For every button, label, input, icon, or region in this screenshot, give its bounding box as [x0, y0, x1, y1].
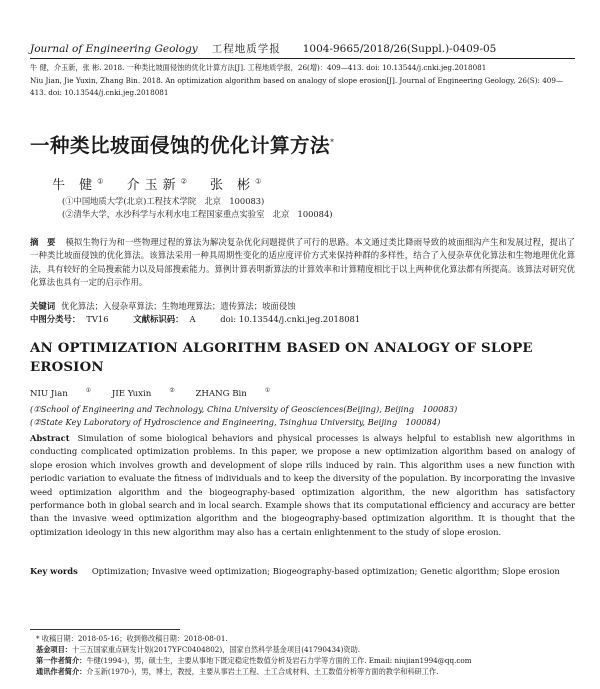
author-cn: 介玉新② [126, 177, 187, 193]
doi: doi: 10.13544/j.cnki.jeg.2018081 [220, 314, 361, 324]
affiliation-en: (②State Key Laboratory of Hydroscience and Engineering, Tsinghua University, Beijing 100084) [30, 417, 441, 427]
doc-code: A [189, 314, 196, 324]
footnote: 通讯作者简介：介玉新(1970-)，男，博士，教授，主要从事岩土工程、土工合成材料、土工数值分析等方面的教学和科研工作. [36, 667, 439, 676]
keywords-cn [30, 300, 575, 312]
keywords-en-text: Optimization; Invasive weed optimization; Biogeography-based optimization; Genetic algorithm; Slope erosion [91, 566, 560, 576]
abstract-en-text: Simulation of some biological behaviors and physical processes is always helpful to establish new algorithms in conducting complicated optimization problems. In this paper, we propose a new optimization algorithm based on analogy of slope erosion which involves growth and development of slope rills induced by rain. This algorithm uses a new function with periodic variation to evaluate the fitness of individuals and to keep the diversity of the population. By incorporating the invasive weed optimization algorithm and the biogeography-based optimization algorithm, the new algorithm has satisfactory performance both in global search and in local search. Example shows that its computational efficiency and accuracy are better than the invasive weed optimization algorithm and the biogeography-based optimization algorithm. It is thought that the optimization ideology in this new algorithm may also has a certain enlightenment to the study of slope erosion. [30, 433, 575, 537]
abstract-cn-text: 模拟生物行为和一些物理过程的算法为解决复杂优化问题提供了可行的思路。本文通过类比降雨导致的坡面细沟产生和发展过程，提出了一种类比坡面侵蚀的优化算法。该算法采用一种具周期性变化的适应度评价方式来保持种群的多样性，结合了入侵杂草优化算法和生物地理优化算法，具有较好的全局搜索能力以及局部搜索能力。算例计算表明新算法的计算效率和计算精度相比于以上两种优化算法都有所提高。该算法对研究优化算法也具有一定的启示作用。 [30, 237, 575, 287]
title-cn-footnote-mark: * [330, 137, 335, 147]
author-cn: 张 彬① [210, 177, 262, 193]
author-en: JIE Yuxin ② [111, 387, 175, 399]
title-en: AN OPTIMIZATION ALGORITHM BASED ON ANALOGY OF SLOPE EROSION [30, 341, 533, 375]
keywords-cn-text: 优化算法；入侵杂草算法；生物地理算法；遗传算法；坡面侵蚀 [61, 301, 296, 311]
citation-cn: 牛 健，介玉新，张 彬. 2018. 一种类比坡面侵蚀的优化计算方法[J]. 工程地质学报，26(增)：409—413. doi: 10.13544/j.cnki.jeg.2018081 [30, 63, 487, 72]
affiliation-en: (①School of Engineering and Technology, China University of Geosciences(Beijing), Beijing 100083) [30, 404, 458, 414]
classification-cn [30, 313, 575, 325]
doc-code-label: 文献标识码： [133, 314, 184, 324]
clc-label: 中图分类号： [30, 314, 81, 324]
abstract-cn [30, 236, 575, 289]
keywords-en-label: Key words [30, 566, 78, 576]
affiliation-cn: (①中国地质大学(北京)工程技术学院 北京 100083) [62, 196, 265, 206]
footnote: * 收稿日期：2018-05-16；收到修改稿日期：2018-08-01. [36, 634, 228, 643]
author-en: ZHANG Bin ① [195, 387, 271, 399]
footnote-rule [30, 629, 180, 630]
header-rule [30, 58, 575, 59]
authors-en [30, 387, 288, 399]
abstract-en [30, 432, 575, 539]
affiliation-cn: (②清华大学，水沙科学与水利水电工程国家重点实验室 北京 100084) [62, 209, 333, 219]
keywords-en [30, 565, 575, 578]
title-cn-text: 一种类比坡面侵蚀的优化计算方法 [30, 134, 331, 157]
keywords-cn-label: 关键词 [30, 301, 56, 311]
citation-en: Niu Jian, Jie Yuxin, Zhang Bin. 2018. An optimization algorithm based on analogy of slope erosion[J]. Journal of Engineering Geology, 26(S): 409—413. doi: 10.13544/j.cnki.jeg.2018081 [30, 76, 564, 97]
abstract-cn-label: 摘 要 [30, 237, 56, 247]
clc-code: TV16 [86, 314, 109, 324]
author-en: NIU Jian ① [30, 387, 92, 399]
title-cn [30, 130, 335, 158]
author-cn: 牛 健① [52, 177, 104, 193]
journal-name-cn: 工程地质学报 [211, 43, 281, 55]
issue-info: 1004-9665/2018/26(Suppl.)-0409-05 [302, 43, 497, 55]
abstract-en-label: Abstract [30, 433, 70, 443]
journal-name-en: Journal of Engineering Geology [30, 43, 198, 55]
footnote: 第一作者简介：牛健(1994-)，男，硕士生，主要从事地下既定稳定性数值分析及岩石力学等方面的工作. Email: niujian1994@qq.com [36, 656, 472, 665]
footnote: 基金项目：十三五国家重点研发计划(2017YFC0404802)，国家自然科学基金项目(41790434)资助. [36, 645, 361, 654]
running-header [30, 41, 575, 56]
authors-cn [52, 174, 261, 193]
